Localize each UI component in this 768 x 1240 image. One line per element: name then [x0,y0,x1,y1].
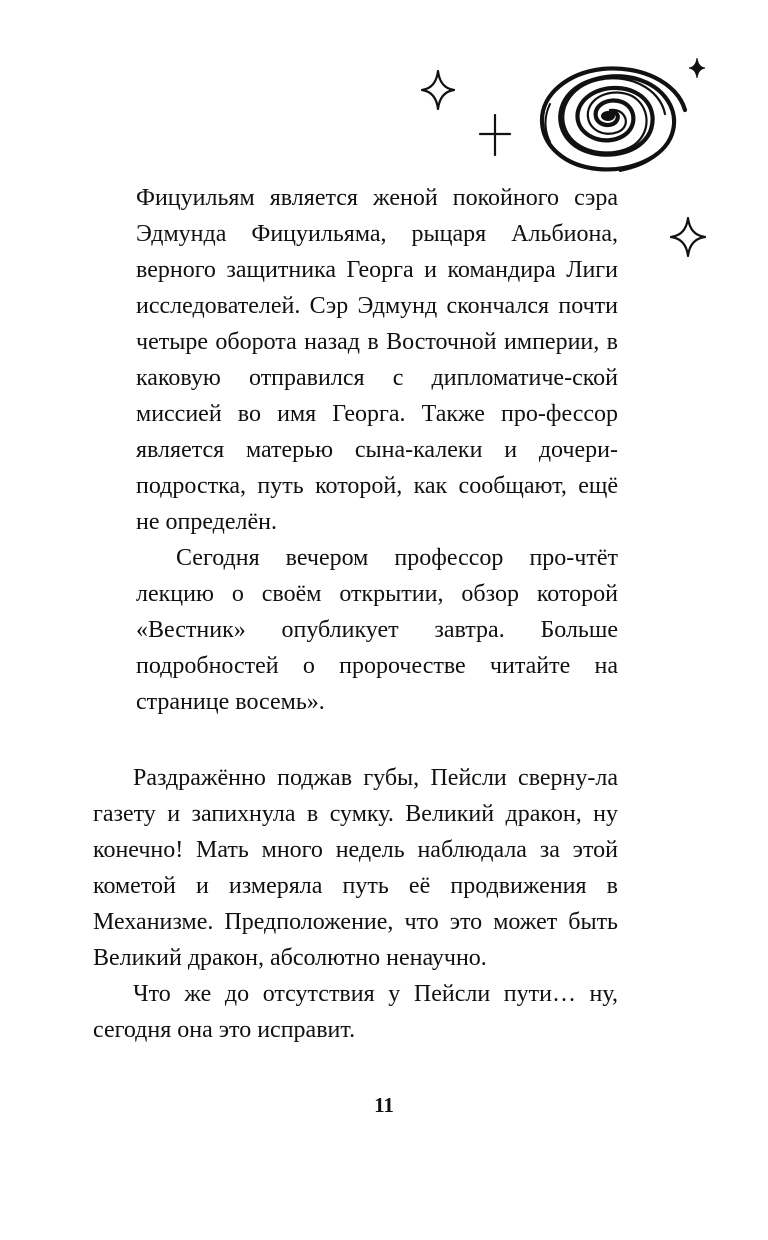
newspaper-quote [136,180,618,720]
plus-star-icon [478,114,512,156]
sparkle-star-icon [421,70,455,110]
small-star-icon [688,57,706,79]
page-number: 11 [374,1093,394,1117]
main-paragraph-1: Раздражённо поджав губы, Пейсли сверну-ла газету и запихнула в сумку. Великий дракон, ну конечно! Мать много недель наблюдала за этой кометой и измеряла путь её продвижения в Механизме. Предположение, что это может быть Великий дракон, абсолютно ненаучно. [93,765,618,971]
spiral-galaxy-icon [522,50,692,180]
outline-star-icon [670,217,706,257]
quote-paragraph-2: Сегодня вечером профессор про-чтёт лекцию о своём открытии, обзор которой «Вестник» опубликует завтра. Больше подробностей о пророчестве читайте на странице восемь». [136,545,618,715]
narrative-text [93,760,618,1048]
main-paragraph-2: Что же до отсутствия у Пейсли пути… ну, сегодня она это исправит. [93,981,618,1043]
quote-paragraph-1: Фицуильям является женой покойного сэра Эдмунда Фицуильяма, рыцаря Альбиона, верного защитника Георга и командира Лиги исследователей. Сэр Эдмунд скончался почти четыре оборота назад в Восточной империи, в каковую отправился с дипломатиче-ской миссией во имя Георга. Также про-фессор является матерью сына-калеки и дочери-подростка, путь которой, как сообщают, ещё не определён. [136,185,618,535]
